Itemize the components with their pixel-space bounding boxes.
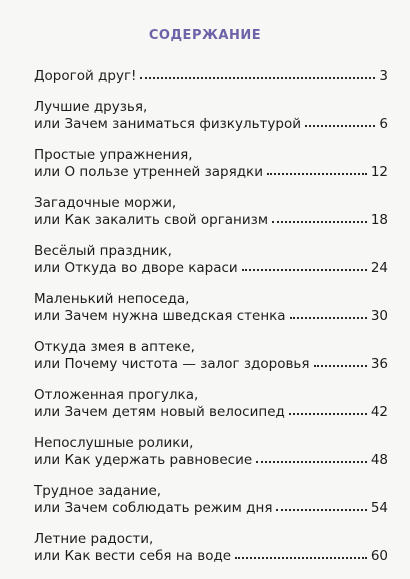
- toc-page-number: 42: [370, 404, 388, 420]
- toc-page-number: 60: [370, 548, 388, 564]
- toc-page-number: 18: [370, 212, 388, 228]
- toc-entry-line: [34, 164, 388, 181]
- toc-entry-line: [34, 116, 388, 133]
- toc-page-number: 6: [379, 116, 388, 132]
- toc-page-number: 24: [370, 260, 388, 276]
- dot-leader: [140, 77, 375, 79]
- toc-entry-line: [34, 68, 388, 85]
- toc-page-number: 36: [370, 356, 388, 372]
- toc-entry: [34, 531, 388, 565]
- toc-entry-heading: Откуда змея в аптеке,: [34, 339, 195, 355]
- toc-entry-line: [34, 212, 388, 229]
- toc-entry-heading: Трудное задание,: [34, 483, 162, 499]
- toc-entry-subtitle: или Как удержать равновесие: [34, 452, 253, 468]
- toc-entry-subtitle: или Зачем детям новый велосипед: [34, 404, 285, 420]
- toc-entry: [34, 68, 388, 85]
- toc-entry-subtitle: или Зачем заниматься физкультурой: [34, 116, 301, 132]
- dot-leader: [276, 509, 366, 511]
- toc-entry-subtitle: или Как закалить свой организм: [34, 212, 269, 228]
- dot-leader: [235, 557, 367, 559]
- toc-entry-heading: Непослушные ролики,: [34, 435, 194, 451]
- toc-entry-title: Дорогой друг!: [34, 68, 137, 84]
- dot-leader: [256, 461, 367, 463]
- toc-entry-subtitle: или О пользе утренней зарядки: [34, 164, 263, 180]
- toc-entry: [34, 387, 388, 421]
- dot-leader: [272, 221, 367, 223]
- toc-entry-heading: Отложенная прогулка,: [34, 387, 199, 403]
- toc-entry-heading: Простые упражнения,: [34, 147, 193, 163]
- toc-entry-line: [34, 356, 388, 373]
- toc-page-number: 54: [370, 500, 388, 516]
- toc-entry-heading: Летние радости,: [34, 531, 154, 547]
- toc-entry-line: [34, 500, 388, 517]
- toc-entry-subtitle: или Откуда во дворе караси: [34, 260, 238, 276]
- toc-entry-line: [34, 548, 388, 565]
- table-of-contents: [34, 68, 388, 579]
- toc-entry: [34, 147, 388, 181]
- toc-entry-subtitle: или Почему чистота — залог здоровья: [34, 356, 310, 372]
- toc-page-number: 12: [370, 164, 388, 180]
- toc-page-number: 48: [370, 452, 388, 468]
- toc-entry: [34, 291, 388, 325]
- page-title: СОДЕРЖАНИЕ: [148, 28, 262, 43]
- toc-entry: [34, 483, 388, 517]
- toc-entry: [34, 195, 388, 229]
- toc-entry: [34, 243, 388, 277]
- toc-entry-line: [34, 308, 388, 325]
- dot-leader: [289, 413, 367, 415]
- toc-entry-subtitle: или Как вести себя на воде: [34, 548, 232, 564]
- toc-entry: [34, 435, 388, 469]
- toc-entry-heading: Загадочные моржи,: [34, 195, 177, 211]
- dot-leader: [305, 125, 375, 127]
- toc-entry-line: [34, 452, 388, 469]
- toc-entry: [34, 339, 388, 373]
- toc-entry-heading: Маленький непоседа,: [34, 291, 190, 307]
- dot-leader: [290, 317, 367, 319]
- toc-entry-line: [34, 260, 388, 277]
- toc-entry-heading: Лучшие друзья,: [34, 99, 148, 115]
- toc-entry-heading: Весёлый праздник,: [34, 243, 172, 259]
- toc-entry: [34, 99, 388, 133]
- toc-entry-line: [34, 404, 388, 421]
- dot-leader: [267, 173, 367, 175]
- dot-leader: [242, 269, 367, 271]
- toc-page-number: 3: [379, 68, 388, 84]
- toc-page-number: 30: [370, 308, 388, 324]
- toc-entry-subtitle: или Зачем нужна шведская стенка: [34, 308, 286, 324]
- toc-entry-subtitle: или Зачем соблюдать режим дня: [34, 500, 273, 516]
- dot-leader: [314, 365, 367, 367]
